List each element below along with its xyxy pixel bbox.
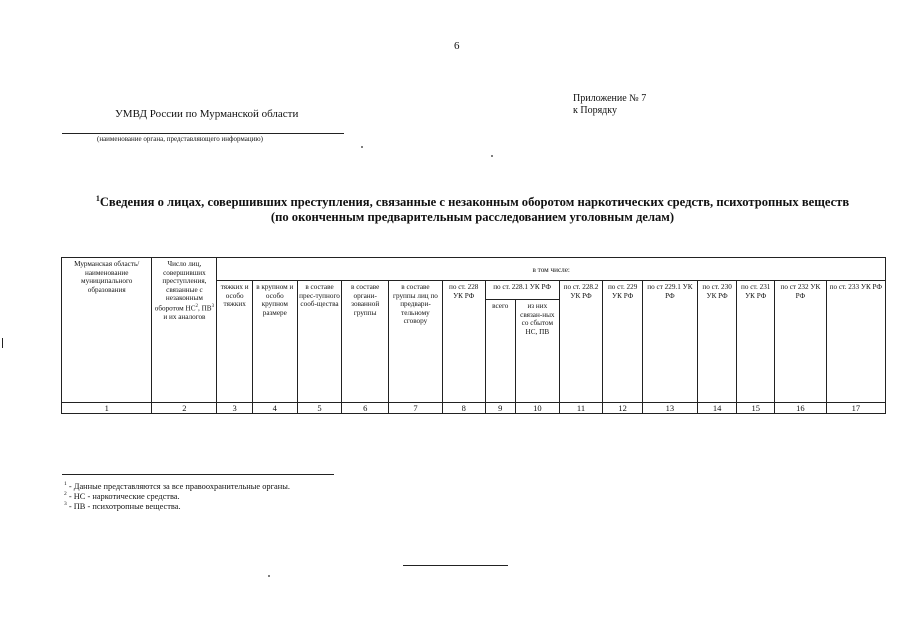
appendix-reference [573, 93, 646, 117]
document-title [40, 191, 905, 225]
column-number: 14 [697, 403, 737, 414]
footnote-3-text: - ПВ - психотропные вещества. [68, 501, 181, 511]
column-number: 9 [485, 403, 515, 414]
column-number: 11 [559, 403, 603, 414]
header-art-232: по ст 232 УК РФ [774, 281, 826, 403]
scan-margin-mark [2, 338, 3, 348]
header-large-size: в крупном и особо крупном размере [252, 281, 297, 403]
header-region: Мурманская область/ наименование муниципального образования [62, 258, 152, 403]
footnote-2-text: - НС - наркотические средства. [68, 491, 180, 501]
title-footnote-mark: 1 [95, 194, 100, 203]
header-art-228-1-total: всего [485, 300, 515, 403]
header-art-228-1: по ст. 228.1 УК РФ [485, 281, 559, 300]
column-number: 8 [442, 403, 485, 414]
header-total-text-b: , ПВ [198, 304, 212, 313]
column-number: 6 [342, 403, 389, 414]
column-number: 5 [297, 403, 342, 414]
header-total-text-a: Число лиц, совершивших преступления, связанные с незаконным оборотом НС [154, 260, 207, 313]
header-total-sup2: 2 [195, 303, 198, 309]
header-art-230: по ст. 230 УК РФ [697, 281, 737, 403]
title-line-1 [40, 191, 905, 210]
header-organized-group: в составе органи-зованной группы [342, 281, 389, 403]
column-number: 10 [516, 403, 560, 414]
header-total-text-c: и их аналогов [163, 312, 206, 321]
header-criminal-community: в составе прес-тупного сооб-щества [297, 281, 342, 403]
header-art-228-1-sale: из них связан-ных со сбытом НС, ПВ [516, 300, 560, 403]
page-number: 6 [454, 40, 460, 52]
column-number: 4 [252, 403, 297, 414]
column-number: 15 [737, 403, 775, 414]
header-art-228-2: по ст. 228.2 УК РФ [559, 281, 603, 403]
header-including: в том числе: [217, 258, 886, 281]
header-art-231: по ст. 231 УК РФ [737, 281, 775, 403]
scan-speck [361, 146, 363, 148]
appendix-line-1: Приложение № 7 [573, 93, 647, 104]
header-group-conspiracy: в составе группы лиц по предвари-тельному сговору [389, 281, 443, 403]
header-art-229-1: по ст 229.1 УК РФ [642, 281, 697, 403]
column-number: 1 [62, 403, 152, 414]
column-number: 3 [217, 403, 253, 414]
column-number: 17 [826, 403, 885, 414]
header-art-233: по ст. 233 УК РФ [826, 281, 885, 403]
column-number: 7 [389, 403, 443, 414]
header-total-persons [152, 258, 217, 403]
footnote-separator [62, 474, 334, 475]
org-underline [62, 133, 344, 134]
title-line-2: (по оконченным предварительным расследованием уголовным делам) [270, 210, 675, 225]
footnote-2-mark: 2 [64, 491, 67, 497]
header-art-229: по ст. 229 УК РФ [603, 281, 643, 403]
header-total-sup3: 3 [211, 303, 215, 309]
org-name: УМВД России по Мурманской области [115, 108, 299, 120]
header-art-228: по ст. 228 УК РФ [442, 281, 485, 403]
footnote-1-text: - Данные представляются за все правоохранительные органы. [68, 481, 290, 491]
column-number: 13 [642, 403, 697, 414]
column-number: 2 [152, 403, 217, 414]
footnote-3-mark: 3 [64, 501, 67, 507]
title-line-1-text: Сведения о лицах, совершивших преступления, связанные с незаконным оборотом наркотических средств, психотропных веществ [99, 195, 850, 210]
footnote-1-mark: 1 [64, 481, 67, 487]
scan-speck [491, 155, 493, 157]
appendix-line-2: к Порядку [573, 105, 617, 116]
scan-speck [268, 575, 270, 577]
column-number: 12 [603, 403, 643, 414]
report-table [61, 257, 886, 414]
column-numbers-row [62, 403, 886, 414]
org-caption: (наименование органа, представляющего информацию) [97, 135, 263, 143]
footnote-3 [64, 499, 181, 512]
signature-line [403, 565, 508, 566]
column-number: 16 [774, 403, 826, 414]
header-grave: тяжких и особо тяжких [217, 281, 253, 403]
